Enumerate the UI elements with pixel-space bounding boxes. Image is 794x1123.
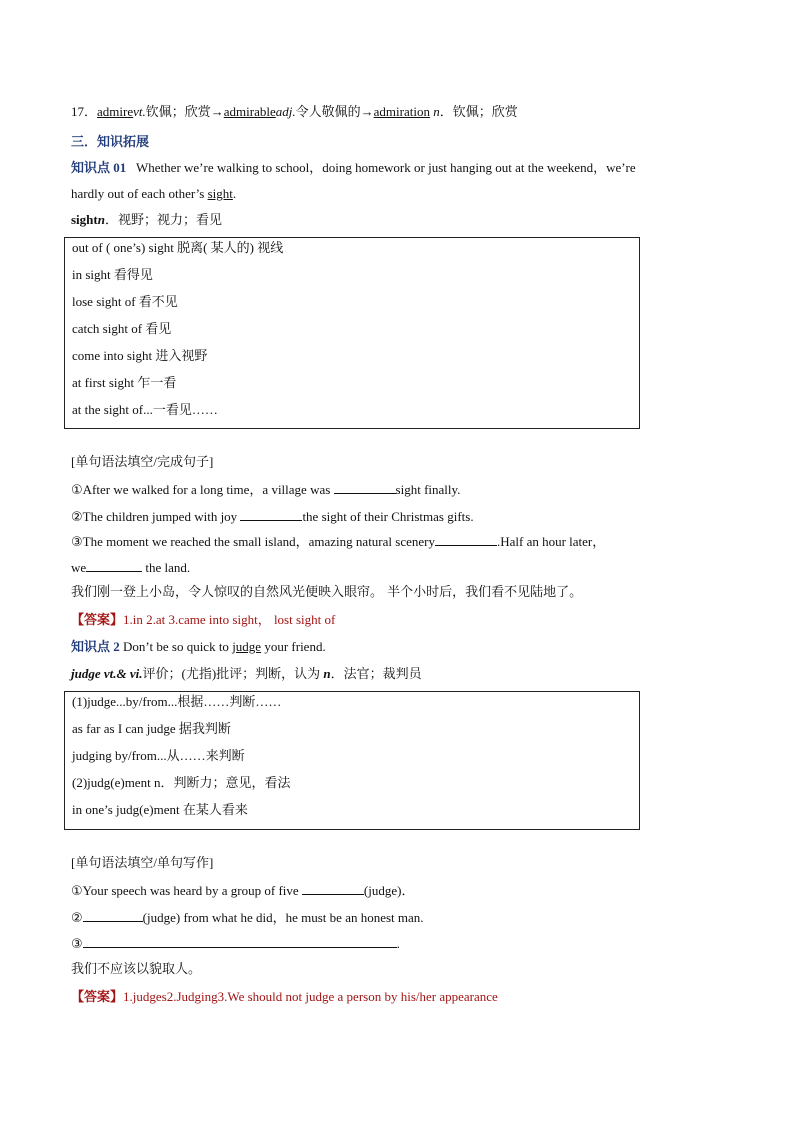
phrase-item: at first sight 乍一看	[72, 375, 177, 390]
pos-label: adj.	[275, 104, 296, 119]
kp1-question-1: ①After we walked for a long time，a village was sight finally.	[71, 482, 461, 498]
kp2-label: 知识点 2	[71, 639, 120, 654]
kp1-definition: sightn．视野；视力；看见	[71, 212, 222, 227]
kp1-label: 知识点 01	[71, 160, 127, 175]
phrase-item: lose sight of 看不见	[72, 294, 178, 309]
kp2-definition: judge vt.& vi.评价；(尤指)批评；判断，认为 n．法官；裁判员	[71, 666, 422, 681]
answer-blank[interactable]	[334, 481, 396, 494]
kp2-phrase-box	[64, 691, 640, 830]
answer-blank[interactable]	[435, 533, 497, 546]
kp1-answer	[71, 611, 335, 629]
kp1-translation: 我们刚一登上小岛，令人惊叹的自然风光便映入眼帘。 半个小时后，我们看不见陆地了。	[71, 585, 583, 600]
kp1-exercise-title: [单句语法填空/完成句子]	[71, 454, 214, 469]
kp1-sentence-a: Whether we’re walking to school，doing homework or just hanging out at the weekend，we’re	[136, 160, 636, 175]
kp2-question-3: ③ .	[71, 936, 400, 952]
phrase-item: at the sight of...一看见……	[72, 402, 218, 417]
kp1-phrase-box	[64, 237, 640, 429]
kp2-translation: 我们不应该以貌取人。	[71, 962, 202, 977]
word-admiration: admiration	[373, 104, 430, 119]
kp1-keyword: sight	[207, 186, 233, 201]
kp1-question-3: ③The moment we reached the small island，amazing natural scenery .Half an hour later，	[71, 534, 606, 550]
vocab-item-17	[71, 103, 518, 121]
answer-blank[interactable]	[83, 935, 397, 948]
answer-blank[interactable]	[302, 882, 364, 895]
kp1-question-2: ②The children jumped with joy the sight of their Christmas gifts.	[71, 509, 474, 525]
kp2-question-1: ①Your speech was heard by a group of five (judge)．	[71, 883, 415, 899]
kp1-def-word: sight	[71, 212, 98, 227]
phrase-item: catch sight of 看见	[72, 321, 172, 336]
word-admire: admire	[97, 104, 134, 119]
kp2-def-word: judge vt.& vi.	[71, 666, 143, 681]
answer-text: 1.in 2.at 3.came into sight， lost sight of	[123, 612, 336, 627]
answer-label: 【答案】	[71, 989, 124, 1004]
section-title: 三．知识拓展	[71, 134, 150, 149]
item-number: 17．	[71, 104, 98, 119]
answer-text: 1.judges2.Judging3.We should not judge a person by his/her appearance	[123, 989, 498, 1004]
answer-blank[interactable]	[83, 909, 143, 922]
meaning: ．钦佩；欣赏	[439, 104, 518, 119]
answer-label: 【答案】	[71, 612, 124, 627]
pos-label: vt.	[133, 104, 146, 119]
meaning: 令人敬佩的→	[295, 104, 374, 119]
phrase-item: as far as I can judge 据我判断	[72, 721, 231, 736]
phrase-item: in sight 看得见	[72, 267, 153, 282]
kp2-question-2: ② (judge) from what he did，he must be an honest man.	[71, 910, 424, 926]
pos-label: n	[433, 104, 440, 119]
phrase-item: (2)judg(e)ment n．判断力；意见，看法	[72, 775, 291, 790]
kp2-keyword: judge	[232, 639, 262, 654]
phrase-item: judging by/from...从……来判断	[72, 748, 245, 763]
kp2-sentence: 知识点 2 Don’t be so quick to judge your friend.	[71, 639, 326, 654]
answer-blank[interactable]	[240, 508, 302, 521]
word-admirable: admirable	[223, 104, 276, 119]
answer-blank[interactable]	[86, 559, 142, 572]
meaning: 钦佩；欣赏→	[145, 104, 224, 119]
kp1-sentence-line1	[71, 159, 636, 177]
phrase-item: in one’s judg(e)ment 在某人看来	[72, 802, 248, 817]
kp1-sentence-line2: hardly out of each other’s sight.	[71, 186, 237, 201]
kp2-exercise-title: [单句语法填空/单句写作]	[71, 855, 214, 870]
kp2-answer	[71, 988, 498, 1006]
phrase-item: come into sight 进入视野	[72, 348, 208, 363]
kp1-question-3-cont: we the land.	[71, 560, 191, 575]
phrase-item: out of ( one’s) sight 脱离( 某人的) 视线	[72, 240, 284, 255]
phrase-item: (1)judge...by/from...根据……判断……	[72, 694, 282, 709]
